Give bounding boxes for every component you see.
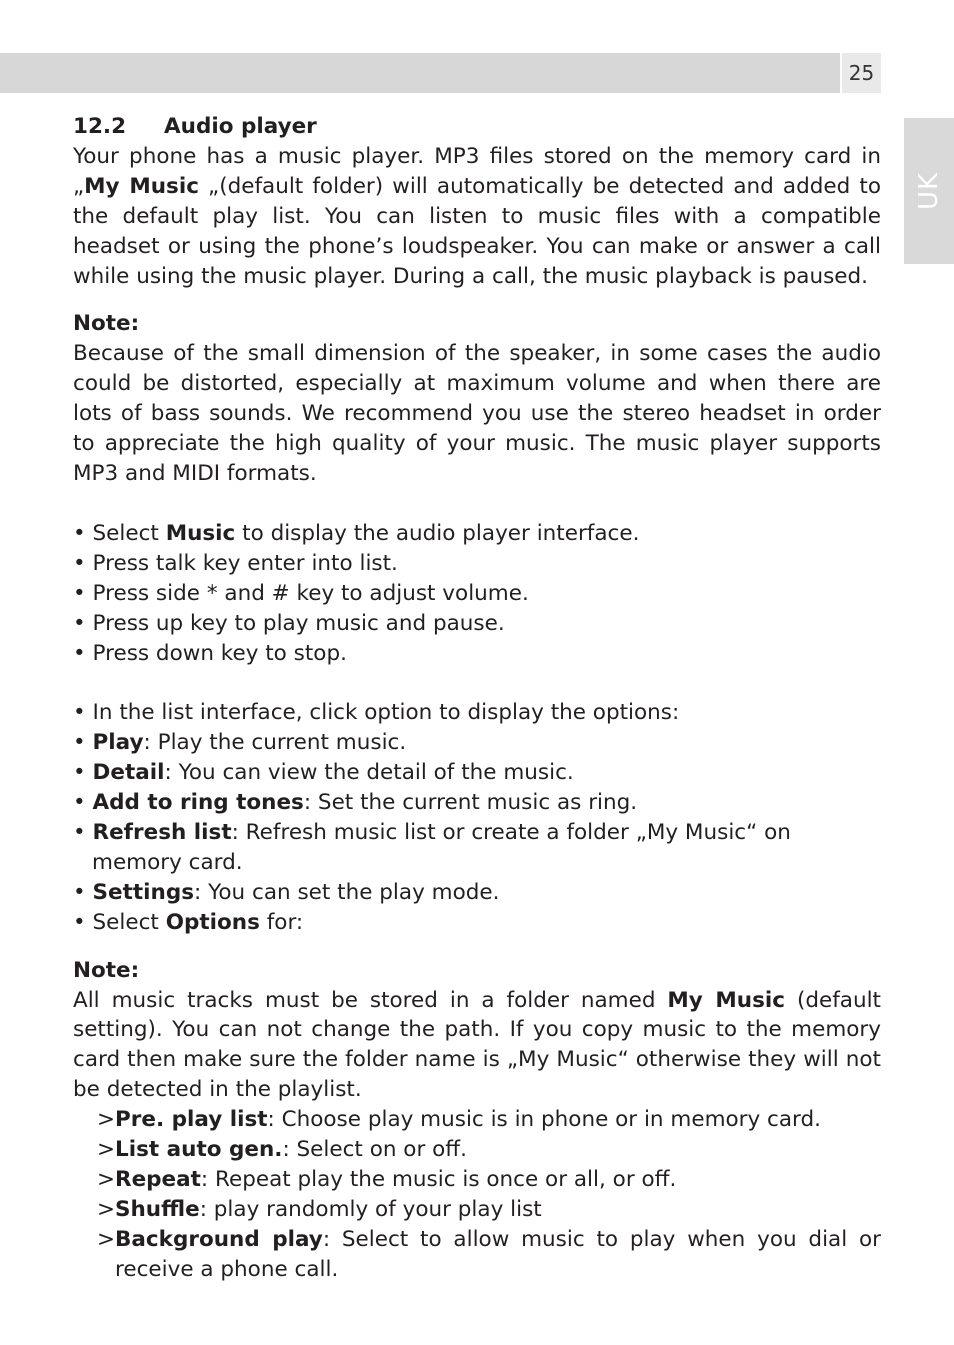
note-2-text <box>73 986 881 1106</box>
list-item: • Play: Play the current music. <box>73 730 407 756</box>
list-item: >Pre. play list: Choose play music is in phone or in memory card. <box>97 1107 821 1133</box>
note-2-label: Note: <box>73 957 140 983</box>
list-item: • Press up key to play music and pause. <box>73 610 505 636</box>
list-item: >Shuffle: play randomly of your play list <box>97 1196 542 1222</box>
page-content <box>73 112 881 1285</box>
list-item: • Select Options for: <box>73 909 304 935</box>
intro-folder-name: My Music <box>84 173 199 199</box>
section-number: 12.2 <box>73 114 127 139</box>
list-item: • Settings: You can set the play mode. <box>73 879 500 905</box>
settings-options-list <box>73 1105 881 1284</box>
language-tab <box>904 118 954 264</box>
list-item: • Refresh list: Refresh music list or create a folder „My Music“ on memory card. <box>73 820 791 875</box>
list-item: • Select Music to display the audio player interface. <box>73 520 640 546</box>
page-number: 25 <box>842 53 881 93</box>
list-item: • Add to ring tones: Set the current music as ring. <box>73 790 638 816</box>
section-heading <box>73 112 881 142</box>
list-item: • Detail: You can view the detail of the music. <box>73 760 574 786</box>
note-2-text-1: All music tracks must be stored in a folder named <box>73 987 668 1013</box>
list-item: >Repeat: Repeat play the music is once or all, or off. <box>97 1167 677 1192</box>
list-item: >Background play: Select to allow music to play when you dial or receive a phone call. <box>97 1226 881 1282</box>
header-bar <box>0 53 840 93</box>
list-options-list <box>73 698 881 937</box>
language-tab-label: UK <box>914 171 944 211</box>
intro-text-2: „(default folder) will automatically be detected and added to the default play list. You can listen to music files with a compatible headset or using the phone’s loudspeaker. You can make or answer a call while using the music player. During a call, the music playback is paused. <box>73 173 881 289</box>
list-item: • Press down key to stop. <box>73 640 347 666</box>
section-title: Audio player <box>164 114 317 139</box>
note-1-text: Because of the small dimension of the speaker, in some cases the audio could be distorted, especially at maximum volume and when there are lots of bass sounds. We recommend you use the stereo headset in order to appreciate the high quality of your music. The music player supports MP3 and MIDI formats. <box>73 341 881 486</box>
list-item: • In the list interface, click option to display the options: <box>73 700 680 726</box>
list-item: >List auto gen.: Select on or off. <box>97 1137 467 1163</box>
intro-paragraph <box>73 142 881 292</box>
player-controls-list <box>73 519 881 669</box>
note-2-text-2: (default setting). You can not change the path. If you copy music to the memory card then make sure the folder name is „My Music“ otherwise they will not be detected in the playlist. <box>73 987 881 1103</box>
intro-text-1: Your phone has a music player. MP3 files stored on the memory card in „ <box>73 143 881 199</box>
list-item: • Press talk key enter into list. <box>73 550 398 576</box>
list-item: • Press side * and # key to adjust volume. <box>73 580 529 606</box>
note-1-label: Note: <box>73 311 140 337</box>
note-2-folder-name: My Music <box>667 987 786 1013</box>
